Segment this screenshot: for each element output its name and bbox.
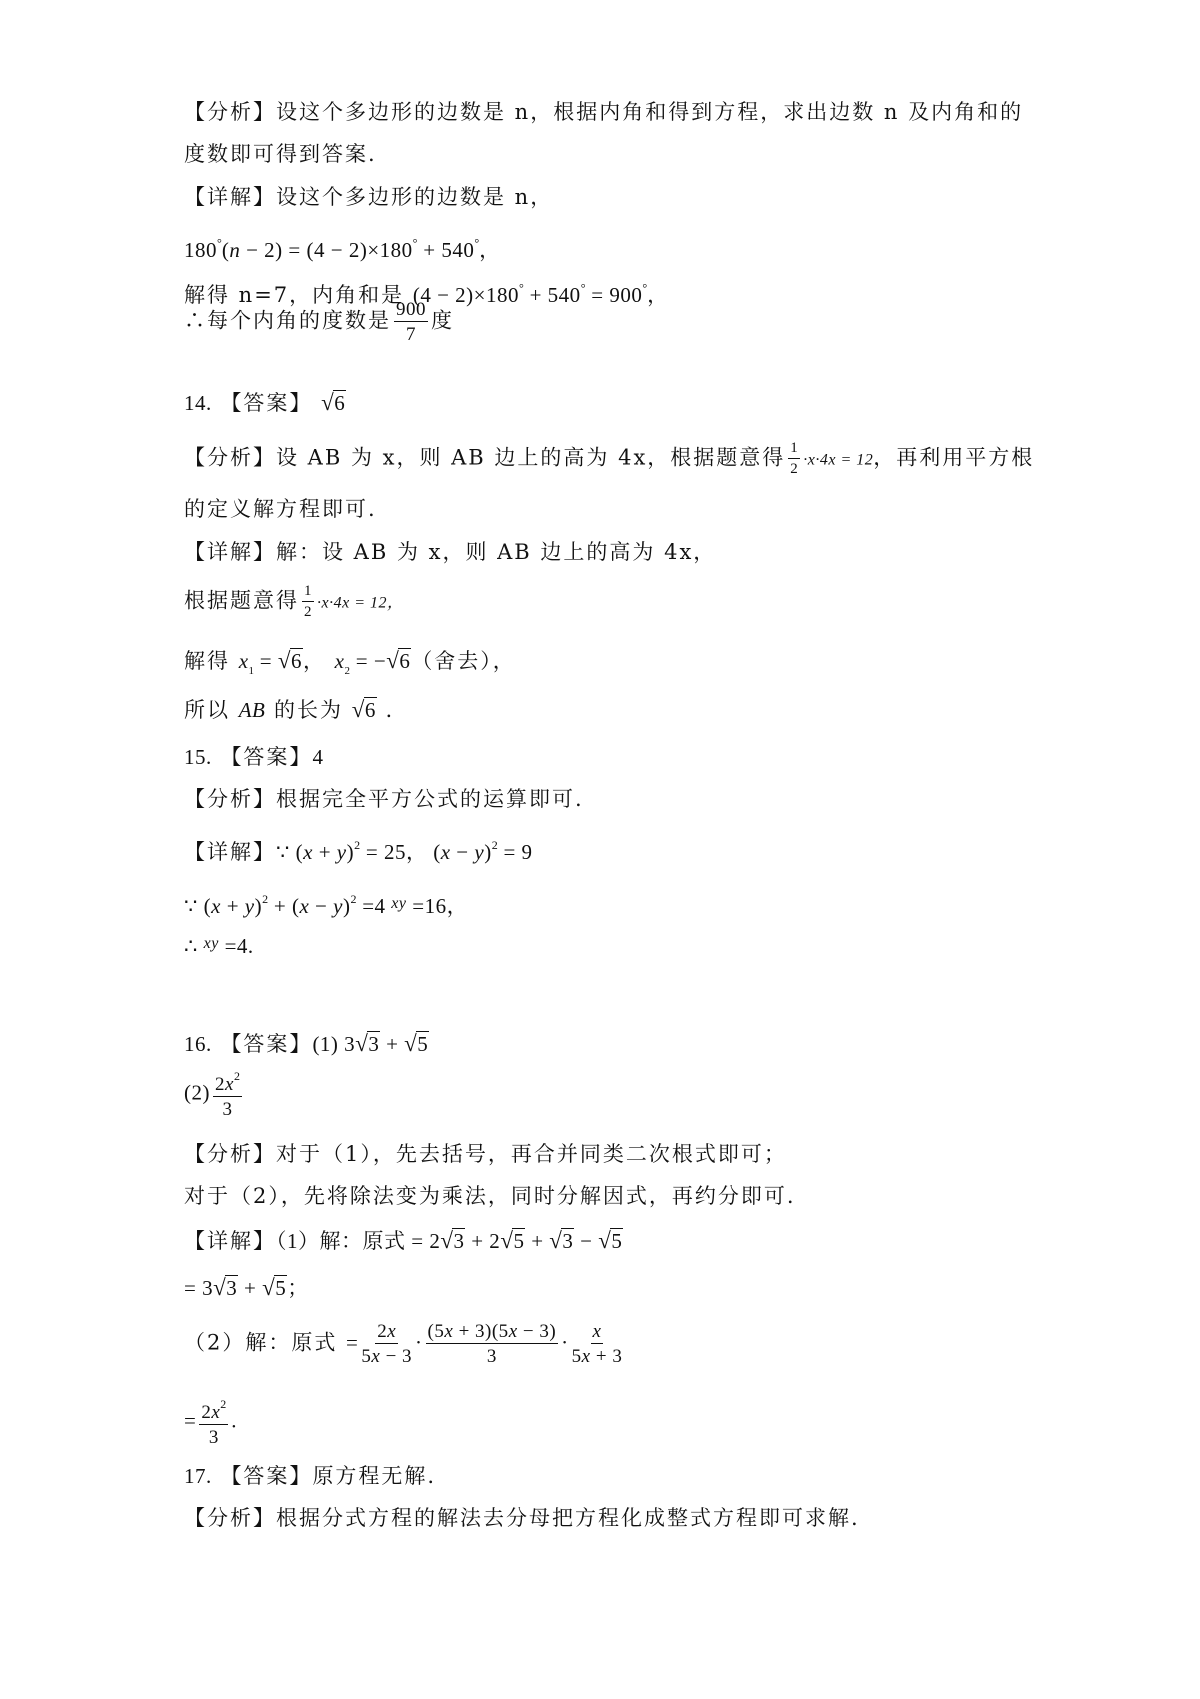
- p13-detail-line-1: 【详解】设这个多边形的边数是 n，: [184, 185, 554, 209]
- fraction: $\frac{(5x + 3)(5x - 3)}{3}$: [427, 1321, 557, 1367]
- root-1: $x_1 = √6$: [238, 648, 302, 677]
- fraction: $\frac{900}{7}$: [396, 299, 426, 345]
- p16-analysis-line-2: 对于（2），先将除法变为乘法，同时分解因式，再约分即可.: [184, 1184, 796, 1208]
- fraction: $\frac{2x^2}{3}$: [215, 1069, 240, 1120]
- p13-solve-line: 解得 n=7，内角和是 (4 − 2)×180° + 540° = 900°，: [184, 281, 669, 307]
- p15-detail-line-3: ∴ $^{xy}$ =4.: [184, 934, 254, 958]
- fraction-half: $\frac{1}{2}$: [304, 583, 312, 620]
- p16-detail-line-3: （2）解：原式 = $\frac{2x}{5x - 3}$ · $\frac{(5x + 3)(5x - 3)}{3}$ · $\frac{x}{5x + 3}$: [184, 1321, 623, 1367]
- p15-detail-line-1: 【详解】∵ $(x + y)^2 = 25$， $(x - y)^2 = 9$: [184, 838, 533, 864]
- fraction: $\frac{2x^2}{3}$: [201, 1397, 227, 1448]
- p16-answer-2: (2) $\frac{2x^2}{3}$: [184, 1069, 240, 1120]
- p14-answer: 14. 【答案】 √6: [184, 390, 346, 415]
- p13-equation: 180°(n − 2) = (4 − 2)×180° + 540°，: [184, 236, 501, 262]
- p14-detail-line-3: 解得 $x_1 = √6$， $x_2 = -√6$（舍去），: [184, 648, 516, 677]
- detail-label: 【详解】: [184, 185, 276, 209]
- p16-detail-line-4: = $\frac{2x^2}{3}$ .: [184, 1397, 238, 1448]
- root-2: $x_2 = -√6$: [334, 648, 411, 677]
- p15-detail-line-2: ∵ $(x + y)^2 + (x - y)^2 =4$ $^{xy}$ =16，: [184, 892, 469, 918]
- fraction: $\frac{x}{5x + 3}$: [571, 1321, 623, 1367]
- fraction: $\frac{2x}{5x - 3}$: [361, 1321, 413, 1367]
- p16-detail-line-1: 【详解】（1）解：原式 = 2√3 + 2√5 + √3 − √5: [184, 1228, 623, 1253]
- p14-detail-line-4: 所以 AB 的长为 √6 .: [184, 697, 395, 722]
- p16-detail-line-2: = 3√3 + √5；: [184, 1275, 309, 1300]
- p15-analysis: 【分析】根据完全平方公式的运算即可.: [184, 787, 584, 811]
- p16-analysis-line-1: 【分析】对于（1），先去括号，再合并同类二次根式即可；: [184, 1142, 787, 1166]
- p16-answer-1: 16. 【答案】(1) 3√3 + √5: [184, 1031, 429, 1056]
- p14-detail-line-1: 【详解】解：设 AB 为 x，则 AB 边上的高为 4x，: [184, 540, 717, 564]
- p17-analysis: 【分析】根据分式方程的解法去分母把方程化成整式方程即可求解.: [184, 1506, 860, 1530]
- p13-solve-expr: (4 − 2)×180° + 540° = 900°，: [412, 281, 669, 307]
- p13-conclusion: ∴每个内角的度数是 $\frac{900}{7}$ 度: [184, 299, 454, 345]
- answer-value: √6: [321, 390, 346, 415]
- p14-detail-line-2: 根据题意得 $\frac{1}{2}$ ·x·4x = 12，: [184, 583, 404, 620]
- p14-analysis-line-1: 【分析】设 AB 为 x，则 AB 边上的高为 4x，根据题意得 $\frac{1}{2}$ ·x·4x = 12，再利用平方根: [184, 440, 1035, 477]
- p14-analysis-line-2: 的定义解方程即可.: [184, 497, 377, 521]
- p13-analysis-line-2: 度数即可得到答案.: [184, 142, 377, 166]
- fraction-half: $\frac{1}{2}$: [790, 440, 799, 477]
- p17-answer: 17. 【答案】原方程无解.: [184, 1464, 437, 1488]
- analysis-label: 【分析】: [184, 100, 276, 124]
- p13-analysis-line-1: 【分析】设这个多边形的边数是 n，根据内角和得到方程，求出边数 n 及内角和的: [184, 100, 1024, 124]
- p15-answer: 15. 【答案】4: [184, 745, 324, 769]
